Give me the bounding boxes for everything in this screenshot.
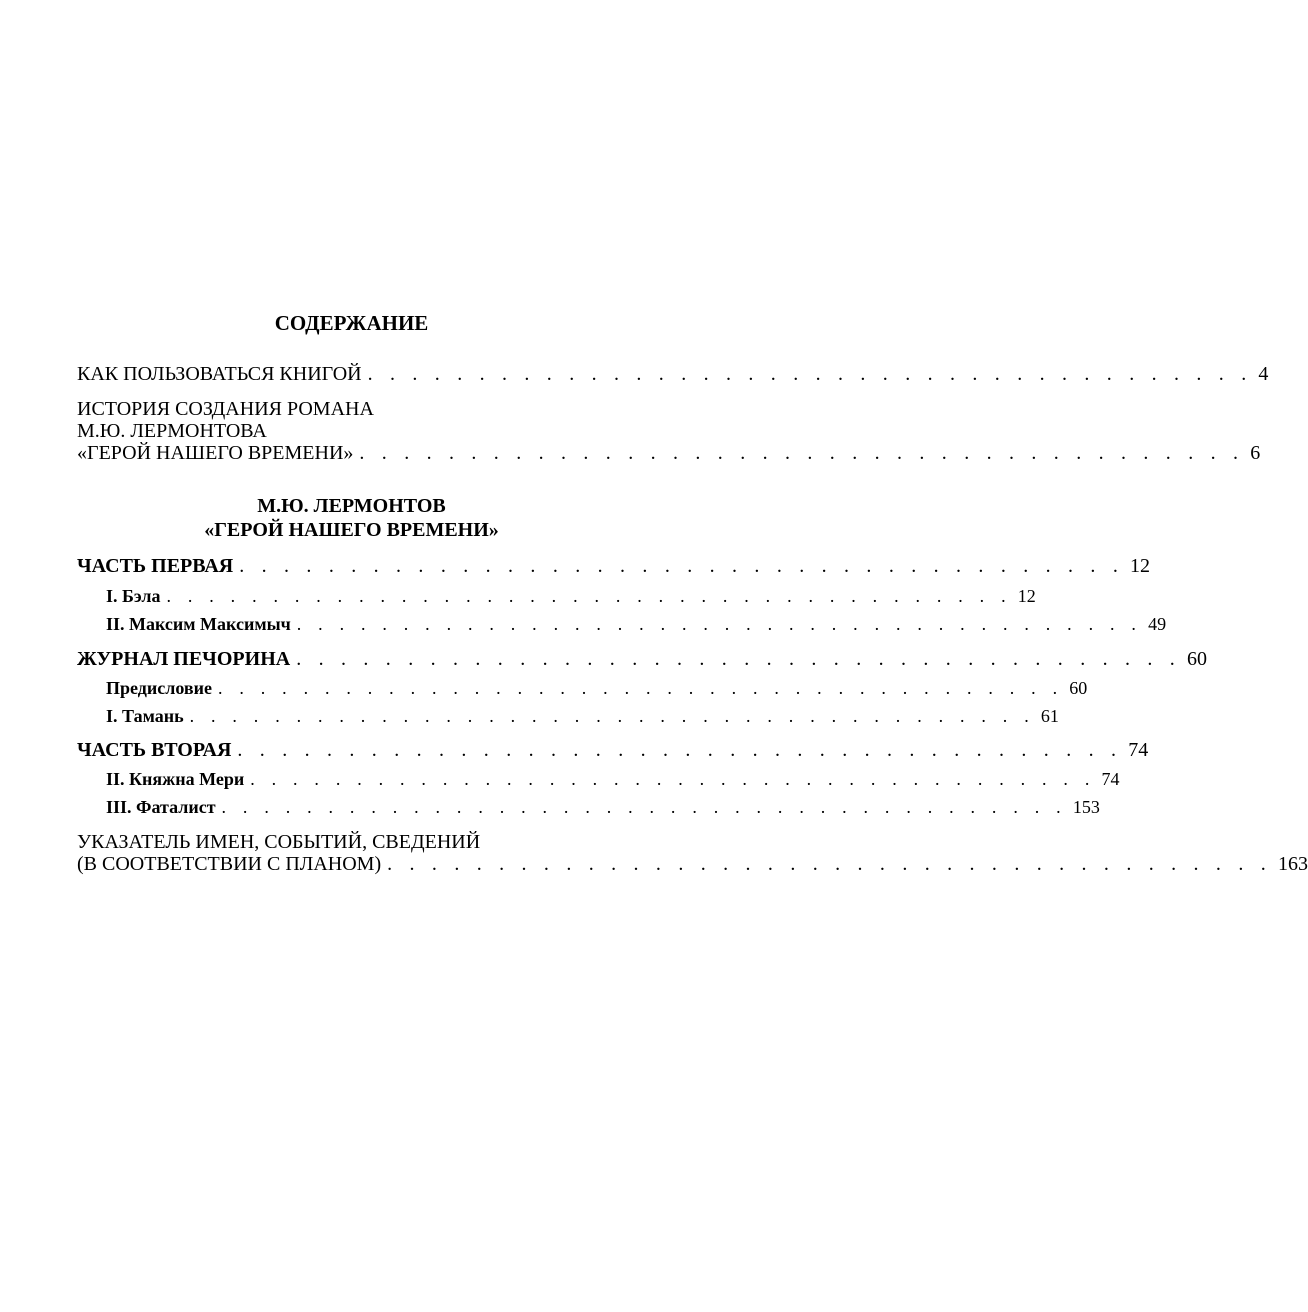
- toc-page-number: 6: [1250, 442, 1261, 464]
- dot-leader: . . . . . . . . . . . . . . . . . . . . . . . . . . . . . . . . . . . . . . . .: [166, 586, 1012, 606]
- toc-entry-bela: [106, 585, 1036, 607]
- toc-entry-pechorin-journal: [77, 648, 1208, 670]
- toc-entry-label: III. Фаталист: [106, 797, 216, 817]
- toc-entry-label: I. Тамань: [106, 706, 184, 726]
- toc-page-number: 74: [1101, 769, 1120, 789]
- toc-row: [106, 613, 1167, 635]
- toc-page-number: 12: [1130, 555, 1151, 577]
- toc-page-number: 12: [1017, 586, 1036, 606]
- toc-entry-how-to-use: [77, 363, 1269, 385]
- dot-leader: . . . . . . . . . . . . . . . . . . . . . . . . . . . . . . . . . . . . . . . .: [237, 739, 1123, 761]
- work-author: М.Ю. ЛЕРМОНТОВ: [257, 495, 446, 517]
- dot-leader: . . . . . . . . . . . . . . . . . . . . . . . . . . . . . . . . . . . . . . . .: [296, 614, 1143, 634]
- toc-page-number: 49: [1148, 614, 1167, 634]
- toc-entry-label: Предисловие: [106, 678, 212, 698]
- toc-entry-label: КАК ПОЛЬЗОВАТЬСЯ КНИГОЙ: [77, 363, 362, 385]
- toc-entry-label: ЧАСТЬ ПЕРВАЯ: [77, 555, 234, 577]
- toc-row: [77, 363, 1269, 385]
- toc-entry-part-two: [77, 739, 1149, 761]
- dot-leader: . . . . . . . . . . . . . . . . . . . . . . . . . . . . . . . . . . . . . . . .: [359, 442, 1245, 464]
- toc-entry-label: ЧАСТЬ ВТОРАЯ: [77, 739, 232, 761]
- toc-row: [106, 796, 1100, 818]
- toc-entry-maksim-maksimych: [106, 613, 1167, 635]
- toc-page-number: 61: [1040, 706, 1059, 726]
- toc-entry-index: [77, 831, 1308, 875]
- toc-page-number: 4: [1258, 363, 1269, 385]
- toc-entry-line: ИСТОРИЯ СОЗДАНИЯ РОМАНА: [77, 398, 374, 420]
- toc-entry-line: УКАЗАТЕЛЬ ИМЕН, СОБЫТИЙ, СВЕДЕНИЙ: [77, 831, 481, 853]
- work-title: «ГЕРОЙ НАШЕГО ВРЕМЕНИ»: [204, 519, 499, 541]
- toc-row: [106, 677, 1088, 699]
- toc-row: [77, 853, 1308, 875]
- toc-row: [77, 442, 1261, 464]
- dot-leader: . . . . . . . . . . . . . . . . . . . . . . . . . . . . . . . . . . . . . . . .: [221, 797, 1067, 817]
- dot-leader: . . . . . . . . . . . . . . . . . . . . . . . . . . . . . . . . . . . . . . . .: [387, 853, 1272, 875]
- toc-entry-label: II. Максим Максимыч: [106, 614, 291, 634]
- toc-entry-label: II. Княжна Мери: [106, 769, 245, 789]
- toc-entry-fatalist: [106, 796, 1100, 818]
- toc-page-number: 60: [1187, 648, 1208, 670]
- toc-row: [77, 555, 1151, 577]
- toc-entry-label: (В СООТВЕТСТВИИ С ПЛАНОМ): [77, 853, 382, 875]
- toc-entry-taman: [106, 705, 1059, 727]
- toc-entry-history: [77, 398, 1261, 464]
- toc-row: [77, 739, 1149, 761]
- dot-leader: . . . . . . . . . . . . . . . . . . . . . . . . . . . . . . . . . . . . . . . .: [367, 363, 1253, 385]
- toc-entry-label: «ГЕРОЙ НАШЕГО ВРЕМЕНИ»: [77, 442, 354, 464]
- toc-page-number: 74: [1128, 739, 1149, 761]
- toc-entry-label: I. Бэла: [106, 586, 161, 606]
- toc-entry-label: ЖУРНАЛ ПЕЧОРИНА: [77, 648, 291, 670]
- toc-row: [106, 585, 1036, 607]
- dot-leader: . . . . . . . . . . . . . . . . . . . . . . . . . . . . . . . . . . . . . . . .: [250, 769, 1096, 789]
- toc-entry-part-one: [77, 555, 1151, 577]
- dot-leader: . . . . . . . . . . . . . . . . . . . . . . . . . . . . . . . . . . . . . . . .: [296, 648, 1182, 670]
- dot-leader: . . . . . . . . . . . . . . . . . . . . . . . . . . . . . . . . . . . . . . . .: [189, 706, 1035, 726]
- toc-page-number: 163: [1277, 853, 1308, 875]
- toc-entry-line: М.Ю. ЛЕРМОНТОВА: [77, 420, 267, 442]
- toc-page-number: 153: [1072, 797, 1100, 817]
- toc-page-number: 60: [1069, 678, 1088, 698]
- toc-row: [106, 705, 1059, 727]
- toc-row: [77, 648, 1208, 670]
- toc-entry-preface: [106, 677, 1088, 699]
- contents-heading: СОДЕРЖАНИЕ: [274, 311, 429, 335]
- toc-row: [106, 768, 1120, 790]
- toc-entry-princess-mary: [106, 768, 1120, 790]
- dot-leader: . . . . . . . . . . . . . . . . . . . . . . . . . . . . . . . . . . . . . . . .: [217, 678, 1064, 698]
- dot-leader: . . . . . . . . . . . . . . . . . . . . . . . . . . . . . . . . . . . . . . . .: [239, 555, 1125, 577]
